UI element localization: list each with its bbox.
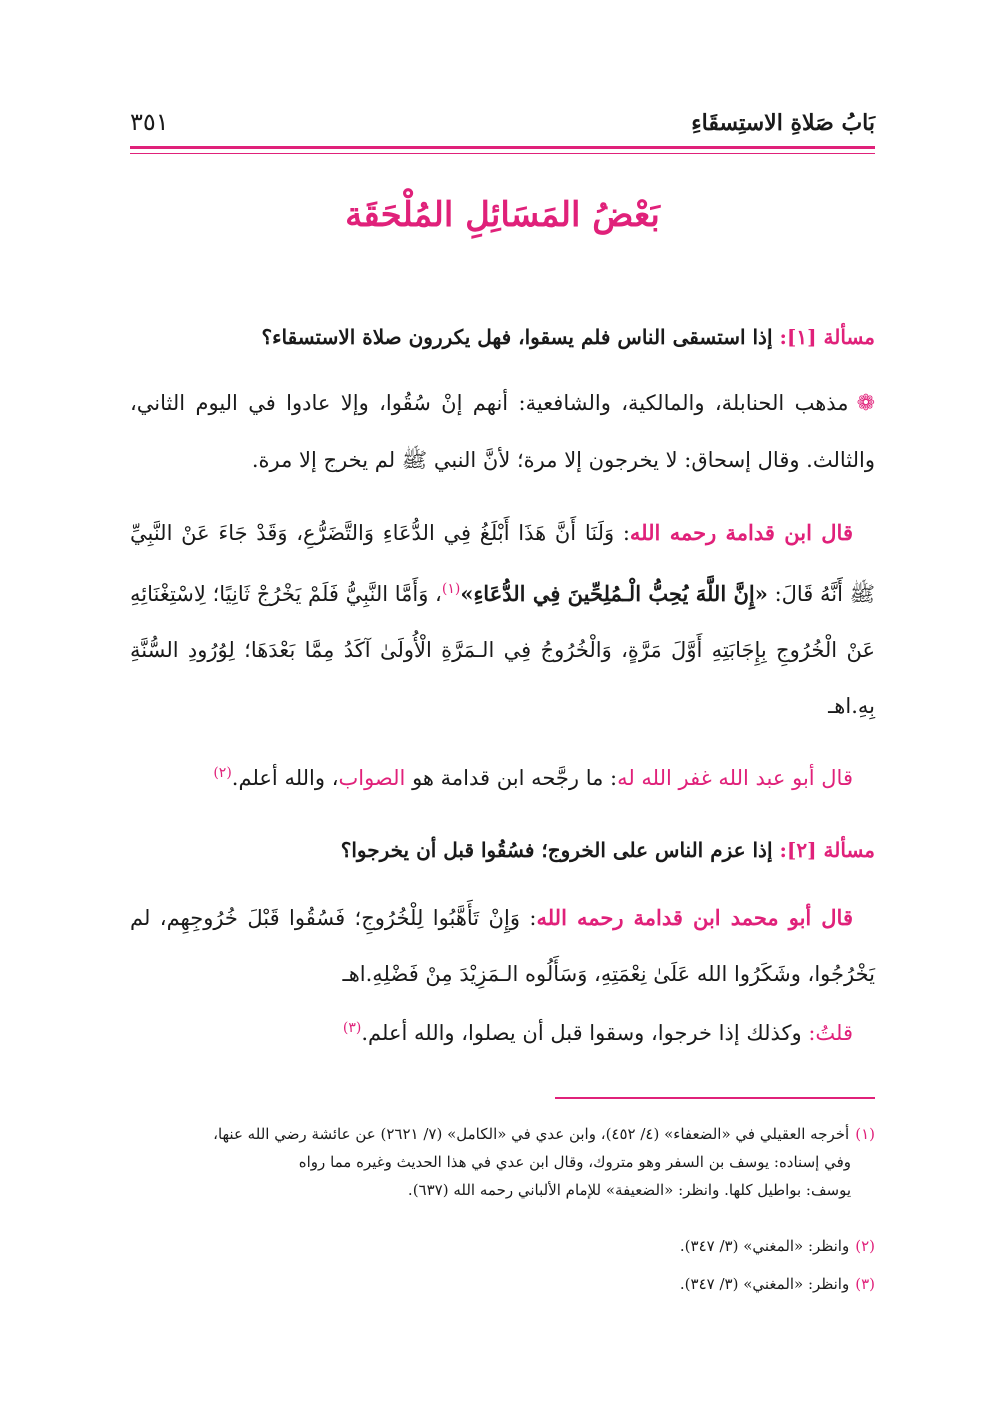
footnote-3-number: (٣) [855, 1275, 875, 1293]
chapter-title: بَابُ صَلاةِ الاستِسقَاءِ [691, 110, 875, 136]
footnote-ref-2[interactable]: (٢) [213, 765, 232, 781]
paragraph-2 [130, 505, 875, 734]
footnote-2-number: (٢) [855, 1237, 875, 1255]
flower-icon: ❁ [856, 391, 875, 416]
footnote-1 [130, 1120, 875, 1204]
speaker-abu-abdullah: قال أبو عبد الله غفر الله له [617, 766, 853, 790]
header-rule-thin [130, 153, 875, 154]
paragraph-2-part2: ، وَأَمَّا النَّبِيُّ فَلَمْ يَخْرُجْ ثَانِيًا؛ لِاسْتِغْنَائِهِ عَنْ الْخُرُوجِ بِإِجَابَتِهِ أَوَّلَ مَرَّةٍ، وَالْخُرُوجُ فِي الـمَرَّةِ الْأُولَىٰ آكَدُ مِمَّا بَعْدَهَا؛ لِوُرُودِ السُّنَّةِ بِهِ.اهـ [130, 582, 875, 718]
running-header [130, 102, 875, 142]
question-2-label: مسألة [٢]: [779, 838, 875, 862]
paragraph-3-part2: ، والله أعلم. [231, 766, 339, 790]
footnote-1-line-2: وفي إسناده: يوسف بن السفر وهو متروك، وقال ابن عدي في هذا الحديث وغيره مما رواه [298, 1153, 851, 1171]
speaker-qultu: قلتُ: [808, 1021, 853, 1045]
footnote-1-number: (١) [855, 1125, 875, 1143]
paragraph-3-part1: : ما رجَّحه ابن قدامة هو [405, 766, 618, 790]
paragraph-5 [130, 1000, 875, 1061]
page-number: ٣٥١ [130, 108, 169, 136]
question-1-text: إذا استسقى الناس فلم يسقوا، فهل يكررون صلاة الاستسقاء؟ [261, 325, 773, 349]
footnote-separator [555, 1097, 875, 1099]
header-rule-thick [130, 146, 875, 149]
paragraph-3 [130, 745, 875, 806]
paragraph-1-text: مذهب الحنابلة، والمالكية، والشافعية: أنهم إنْ سُقُوا، وإلا عادوا في اليوم الثاني، والثالث. وقال إسحاق: لا يخرجون إلا مرة؛ لأنَّ النبي ﷺ لم يخرج إلا مرة. [130, 391, 875, 472]
paragraph-4-text: : وَإِنْ تَأَهَّبُوا لِلْخُرُوجِ؛ فَسُقُوا قَبْلَ خُرُوجِهِم، لم يَخْرُجُوا، وشَكَرُوا الله عَلَىٰ نِعْمَتِهِ، وَسَأَلُوه الـمَزِيْدَ مِنْ فَضْلِهِ.اهـ [130, 906, 875, 986]
footnote-ref-1[interactable]: (١) [441, 581, 461, 597]
paragraph-2-part1: : وَلَنَا أَنَّ هَذَا أَبْلَغُ فِي الدُّعَاءِ وَالتَّضَرُّعِ، وَقَدْ جَاءَ عَنْ النَّبِيِّ ﷺ أَنَّهُ قَالَ: [130, 521, 876, 606]
question-1-label: مسألة [١]: [779, 325, 875, 349]
footnote-3 [130, 1270, 875, 1298]
paragraph-1 [130, 375, 875, 488]
paragraph-4 [130, 890, 875, 1002]
question-2-text: إذا عزم الناس على الخروج؛ فسُقُوا قبل أن يخرجوا؟ [340, 838, 773, 862]
section-title: بَعْضُ المَسَائِلِ المُلْحَقَة [345, 195, 660, 235]
footnote-1-line-1: أخرجه العقيلي في «الضعفاء» (٤/ ٤٥٢)، وابن عدي في «الكامل» (٧/ ٢٦٢١) عن عائشة رضي الله عنها، [213, 1125, 850, 1143]
speaker-abu-muhammad: قال أبو محمد ابن قدامة رحمه الله [536, 905, 853, 930]
hadith-text: «إِنَّ اللَّهَ يُحِبُّ الْـمُلِحِّينَ فِي الدُّعَاءِ» [460, 581, 768, 606]
footnote-1-line-3: يوسف: بواطيل كلها. وانظر: «الضعيفة» للإمام الألباني رحمه الله (٦٣٧). [407, 1181, 851, 1199]
question-2 [130, 835, 875, 865]
question-1 [130, 322, 875, 352]
speaker-ibn-qudama: قال ابن قدامة رحمه الله [629, 520, 853, 545]
footnote-ref-3[interactable]: (٣) [342, 1020, 362, 1036]
footnote-2-text: وانظر: «المغني» (٣/ ٣٤٧). [679, 1237, 850, 1255]
footnote-2 [130, 1232, 875, 1260]
footnote-3-text: وانظر: «المغني» (٣/ ٣٤٧). [679, 1275, 850, 1293]
highlight-word: الصواب [338, 766, 406, 790]
paragraph-5-text: وكذلك إذا خرجوا، وسقوا قبل أن يصلوا، والله أعلم. [361, 1021, 809, 1045]
